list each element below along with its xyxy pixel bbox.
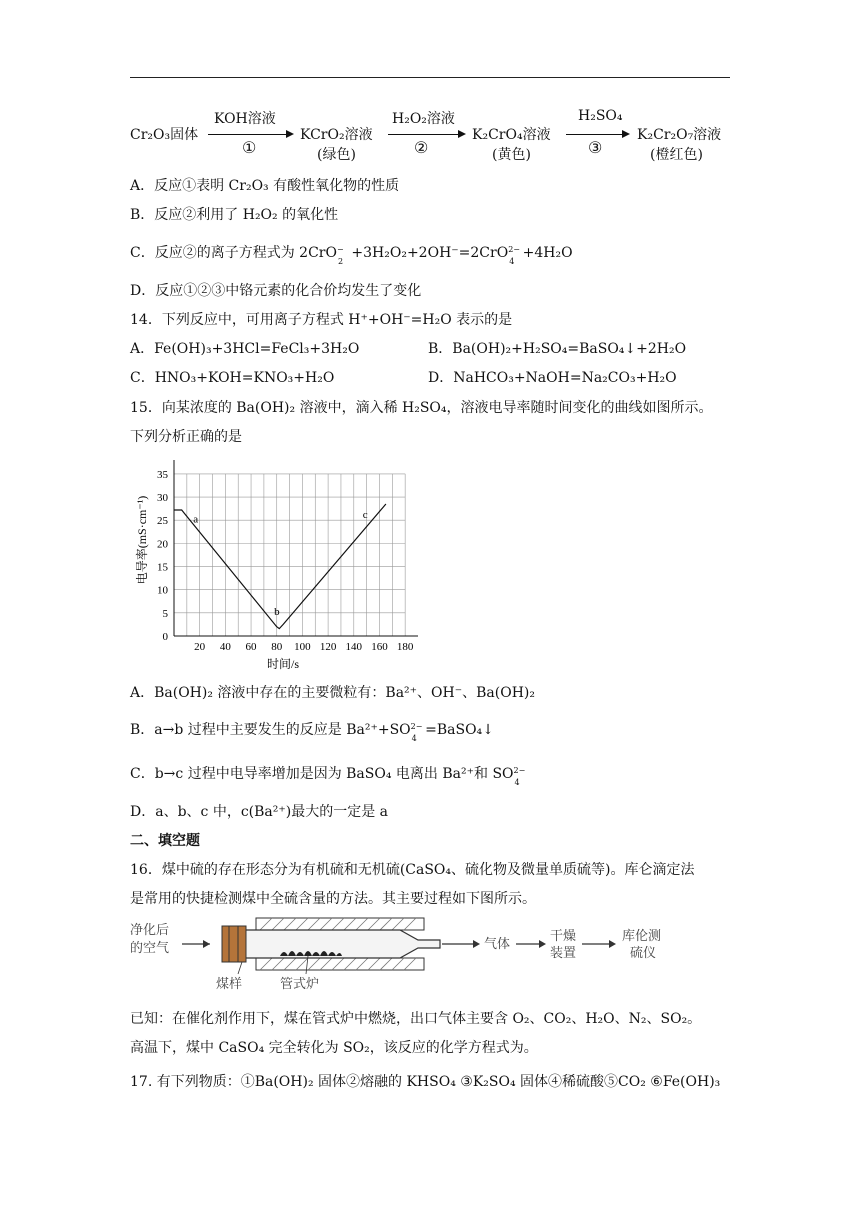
q14-option-d: D．NaHCO₃+NaOH=Na₂CO₃+H₂O (428, 370, 677, 386)
x-tick-label: 40 (219, 641, 231, 653)
q17-line1: 17. 有下列物质：①Ba(OH)₂ 固体②熔融的 KHSO₄ ③K₂SO₄ 固体④稀硫酸⑤CO₂ ⑥Fe(OH)₃ (130, 1074, 721, 1090)
apparatus-sample-label: 煤样 (216, 976, 243, 991)
q13-c-sub2: 4 (509, 257, 515, 266)
reaction-scheme (130, 108, 730, 168)
q13-option-c (130, 244, 573, 266)
arrow2 (388, 134, 464, 135)
arrow2-reagent: H₂O₂溶液 (392, 111, 455, 127)
point-label-c: c (362, 508, 368, 521)
header-rule (130, 77, 730, 78)
scheme-product1: KCrO₂溶液 (300, 127, 373, 143)
x-tick-label: 180 (396, 641, 414, 653)
q15-b-sub: 4 (411, 734, 417, 743)
chart-annotations (193, 509, 368, 618)
q13-option-a: A．反应①表明 Cr₂O₃ 有酸性氧化物的性质 (130, 178, 400, 194)
apparatus-air-label-2: 的空气 (130, 940, 170, 955)
q15-c-text1: C．b→c 过程中电导率增加是因为 BaSO₄ 电离出 Ba²⁺和 SO (130, 766, 514, 782)
q15-c-sub: 4 (514, 778, 520, 787)
apparatus-coulomb-label-1: 库伦测 (622, 928, 662, 943)
q13-c-text1: C．反应②的离子方程式为 2CrO (130, 245, 337, 261)
x-tick-label: 80 (271, 641, 283, 653)
q13-c-text2: +3H₂O₂+2OH⁻=2CrO (346, 245, 509, 261)
q15-stem-line2: 下列分析正确的是 (130, 429, 242, 445)
q15-b-text1: B．a→b 过程中主要发生的反应是 Ba²⁺+SO (130, 722, 411, 738)
y-tick-label: 30 (157, 492, 168, 505)
y-tick-label: 35 (157, 468, 168, 481)
arrow2-number: ② (414, 138, 429, 157)
x-tick-label: 160 (371, 641, 388, 653)
q13-c-sup1: − (336, 245, 344, 254)
point-label-a: a (193, 513, 199, 526)
apparatus-air-label-1: 净化后 (130, 922, 170, 937)
y-tick-label: 0 (162, 631, 168, 643)
arrow3 (566, 134, 628, 135)
q14-option-c: C．HNO₃+KOH=KNO₃+H₂O (130, 370, 335, 386)
arrow3-reagent: H₂SO₄ (578, 108, 623, 124)
point-label-b: b (274, 606, 280, 619)
q15-b-sup: 2− (410, 722, 423, 731)
apparatus-furnace-label: 管式炉 (280, 976, 320, 991)
q15-option-b (130, 721, 494, 743)
apparatus-gas-label: 气体 (484, 936, 511, 951)
q16-line2: 是常用的快捷检测煤中全硫含量的方法。其主要过程如下图所示。 (130, 891, 536, 907)
x-tick-label: 120 (319, 641, 337, 653)
arrow1-number: ① (242, 138, 257, 157)
q15-option-a: A．Ba(OH)₂ 溶液中存在的主要微粒有：Ba²⁺、OH⁻、Ba(OH)₂ (130, 685, 535, 701)
section-heading: 二、填空题 (130, 833, 200, 849)
apparatus-dry-label-2: 装置 (550, 945, 577, 960)
q14-option-a: A．Fe(OH)₃+3HCl=FeCl₃+3H₂O (130, 341, 360, 357)
q13-c-sub1: 2 (337, 257, 344, 266)
arrow1-reagent: KOH溶液 (214, 111, 276, 127)
q13-option-b: B．反应②利用了 H₂O₂ 的氧化性 (130, 207, 339, 223)
apparatus-coulomb-label-2: 硫仪 (630, 945, 657, 960)
y-tick-label: 5 (162, 607, 168, 620)
y-tick-label: 20 (157, 538, 168, 551)
y-tick-label: 25 (157, 515, 168, 528)
q13-c-sup2: 2− (508, 245, 520, 254)
q16-line1: 16．煤中硫的存在形态分为有机硫和无机硫(CaSO₄、硫化物及微量单质硫等)。库仑滴定法 (130, 862, 695, 878)
arrow3-number: ③ (588, 138, 603, 157)
q15-stem-line1: 15．向某浓度的 Ba(OH)₂ 溶液中，滴入稀 H₂SO₄，溶液电导率随时间变化的曲线如图所示。 (130, 400, 713, 416)
x-tick-label: 140 (345, 641, 363, 653)
apparatus-diagram (130, 912, 710, 994)
scheme-product3: K₂Cr₂O₇溶液 (637, 127, 722, 143)
scheme-product3-color: (橙红色) (650, 147, 703, 163)
arrow1 (208, 134, 292, 135)
q13-option-d: D．反应①②③中铬元素的化合价均发生了变化 (130, 283, 422, 299)
q15-c-sup: 2− (513, 766, 526, 775)
chart-ticks (157, 469, 414, 653)
q14-stem: 14．下列反应中，可用离子方程式 H⁺+OH⁻=H₂O 表示的是 (130, 312, 513, 328)
apparatus-dry-label-1: 干燥 (550, 928, 577, 943)
q15-b-text2: =BaSO₄↓ (420, 722, 494, 738)
q15-option-c (130, 765, 526, 787)
conductivity-chart (130, 452, 430, 674)
q14-option-b: B．Ba(OH)₂+H₂SO₄=BaSO₄↓+2H₂O (428, 341, 687, 357)
scheme-start: Cr₂O₃固体 (130, 127, 199, 143)
x-tick-label: 60 (245, 641, 257, 653)
y-tick-label: 10 (157, 584, 168, 597)
q15-option-d: D．a、b、c 中，c(Ba²⁺)最大的一定是 a (130, 804, 389, 820)
chart-x-label: 时间/s (266, 657, 300, 671)
q16-line3: 已知：在催化剂作用下，煤在管式炉中燃烧，出口气体主要含 O₂、CO₂、H₂O、N₂、SO₂。 (130, 1011, 702, 1027)
x-tick-label: 100 (294, 641, 311, 653)
x-tick-label: 20 (194, 641, 206, 653)
tube-stopper (222, 926, 246, 962)
q13-c-text3: +4H₂O (518, 245, 573, 261)
q16-line4: 高温下，煤中 CaSO₄ 完全转化为 SO₂，该反应的化学方程式为。 (130, 1040, 538, 1056)
y-tick-label: 15 (157, 561, 168, 574)
chart-grid (174, 474, 405, 636)
chart-y-label: 电导率(mS·cm⁻¹) (135, 495, 149, 585)
scheme-product2: K₂CrO₄溶液 (472, 127, 551, 143)
scheme-product1-color: (绿色) (317, 147, 356, 163)
scheme-product2-color: (黄色) (492, 147, 531, 163)
